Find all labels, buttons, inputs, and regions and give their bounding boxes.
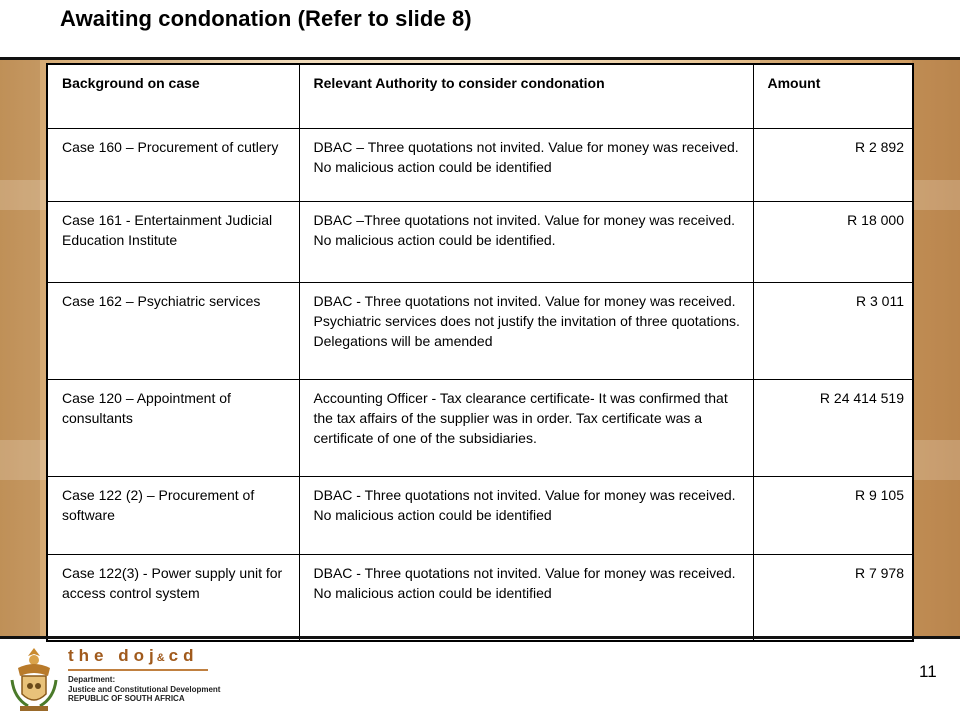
brand-underline xyxy=(68,669,208,671)
cell-authority: DBAC - Three quotations not invited. Value for money was received. Psychiatric services does not justify the invitation of three quotations. Delegations will be amended xyxy=(299,283,753,380)
department-name xyxy=(68,675,220,704)
slide-title: Awaiting condonation (Refer to slide 8) xyxy=(60,6,472,31)
cell-background: Case 122(3) - Power supply unit for access control system xyxy=(47,555,299,641)
cell-amount: R 18 000 xyxy=(753,202,913,283)
condonation-table xyxy=(46,63,914,642)
dept-line-1: Department: xyxy=(68,675,116,684)
table-row xyxy=(47,380,913,477)
cell-authority: DBAC - Three quotations not invited. Value for money was received. No malicious action could be identified xyxy=(299,555,753,641)
brand-text-b: cd xyxy=(168,646,199,665)
dept-line-2: Justice and Constitutional Development xyxy=(68,684,221,694)
brand-text-a: the doj xyxy=(68,646,159,665)
header-authority: Relevant Authority to consider condonation xyxy=(299,64,753,129)
cell-authority: DBAC – Three quotations not invited. Value for money was received. No malicious action could be identified xyxy=(299,129,753,202)
table-header-row xyxy=(47,64,913,129)
cell-background: Case 161 - Entertainment Judicial Education Institute xyxy=(47,202,299,283)
cell-authority: DBAC - Three quotations not invited. Value for money was received. No malicious action could be identified xyxy=(299,477,753,555)
table-row xyxy=(47,129,913,202)
cell-authority: DBAC –Three quotations not invited. Value for money was received. No malicious action could be identified. xyxy=(299,202,753,283)
table-row xyxy=(47,202,913,283)
cell-amount: R 2 892 xyxy=(753,129,913,202)
brand-ampersand: & xyxy=(156,652,165,664)
cell-amount: R 7 978 xyxy=(753,555,913,641)
cell-amount: R 24 414 519 xyxy=(753,380,913,477)
department-logo xyxy=(8,642,248,716)
cell-amount: R 9 105 xyxy=(753,477,913,555)
header-amount: Amount xyxy=(753,64,913,129)
cell-background: Case 120 – Appointment of consultants xyxy=(47,380,299,477)
cell-amount: R 3 011 xyxy=(753,283,913,380)
page-number: 11 xyxy=(919,662,937,681)
bottom-divider xyxy=(0,636,960,639)
cell-background: Case 160 – Procurement of cutlery xyxy=(47,129,299,202)
table-row xyxy=(47,555,913,641)
header-background: Background on case xyxy=(47,64,299,129)
coat-of-arms-icon xyxy=(8,646,60,714)
cell-background: Case 122 (2) – Procurement of software xyxy=(47,477,299,555)
table-row xyxy=(47,283,913,380)
cell-authority: Accounting Officer - Tax clearance certificate- It was confirmed that the tax affairs of the supplier was in order. Tax certificate was a certificate of one of the subsidiaries. xyxy=(299,380,753,477)
dept-line-3: REPUBLIC OF SOUTH AFRICA xyxy=(68,694,185,703)
cell-background: Case 162 – Psychiatric services xyxy=(47,283,299,380)
table-row xyxy=(47,477,913,555)
brand-wordmark xyxy=(68,646,199,666)
